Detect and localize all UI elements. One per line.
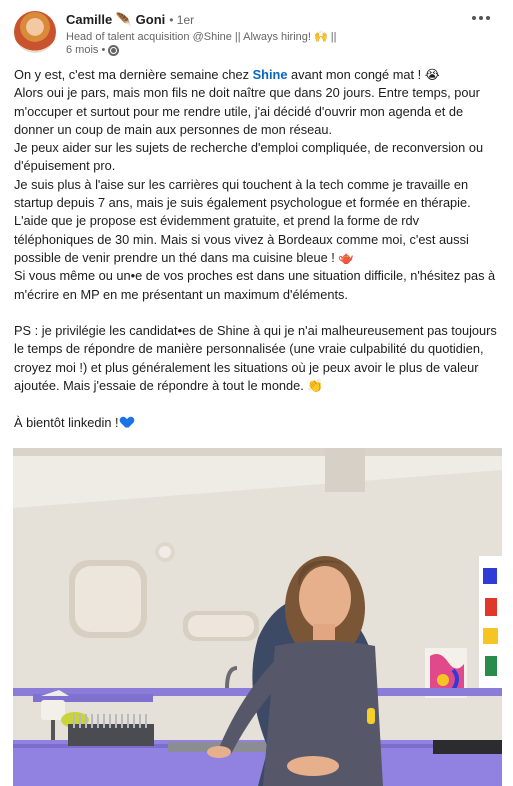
globe-icon <box>108 45 119 56</box>
post-line: m'occuper et surtout pour me rendre utile, j'ai décidé d'ouvrir mon agenda et de <box>14 103 464 119</box>
author-name[interactable]: Camille 🪶 Goni <box>66 12 166 27</box>
connection-degree: • 1er <box>169 13 195 27</box>
post-line: donner un coup de main aux personnes de mon réseau. <box>14 121 333 137</box>
author-name-row <box>66 12 194 28</box>
post-line: m'écrire en MP en me présentant un maximum d'éléments. <box>14 286 348 302</box>
ps-line: le temps de répondre de manière personnalisée (une vraie culpabilité du quotidien, <box>14 341 484 357</box>
post-time: 6 mois • <box>66 44 106 56</box>
post-body <box>14 66 502 432</box>
closing-line: À bientôt linkedin ! <box>14 414 502 432</box>
ps-line: PS : je privilégie les candidat•es de Shine à qui je n'ai malheureusement pas toujours <box>14 323 497 339</box>
more-dot-icon <box>479 16 483 20</box>
post-line: Je suis plus à l'aise sur les carrières qui touchent à la tech comme je travaille en <box>14 176 469 192</box>
post-line: possible de venir prendre un thé dans ma cuisine bleue ! 🫖 <box>14 249 355 265</box>
more-dot-icon <box>472 16 476 20</box>
post-line: Je peux aider sur les sujets de recherche d'emploi compliquée, de reconversion ou <box>14 140 484 156</box>
ps-line: croyez moi !) et plus généralement les situations où je peux avoir le plus de valeur <box>14 359 479 375</box>
post-line: L'aide que je propose est évidemment gratuite, et prend la forme de rdv <box>14 213 420 229</box>
post-header <box>14 10 499 60</box>
post-line: startup depuis 7 ans, mais je suis également psychologue et formée en thérapie. <box>14 195 471 211</box>
post-line: Alors oui je pars, mais mon fils ne doit naître que dans 20 jours. Entre temps, pour <box>14 85 480 101</box>
post-line: téléphoniques de 30 min. Mais si vous vivez à Bordeaux comme moi, c'est aussi <box>14 231 469 247</box>
more-dot-icon <box>486 16 490 20</box>
post-line: Si vous même ou un•e de vos proches est dans une situation difficile, n'hésitez pas à <box>14 268 496 284</box>
post-meta <box>66 44 119 56</box>
post-line: On y est, c'est ma dernière semaine chez Shine avant mon congé mat ! 😭 <box>14 67 440 82</box>
author-avatar[interactable] <box>14 11 56 53</box>
post-line: d'épuisement pro. <box>14 158 116 174</box>
post-photo[interactable] <box>13 448 502 786</box>
author-headline: Head of talent acquisition @Shine || Always hiring! 🙌 || <box>66 31 337 43</box>
ps-line: ajoutée. Mais j'essaie de répondre à tout le monde. 👏 <box>14 378 324 394</box>
blue-heart-icon <box>121 417 133 428</box>
more-options-button[interactable] <box>467 8 495 28</box>
kitchen-photo-illustration <box>13 448 502 786</box>
shine-link[interactable]: Shine <box>252 67 288 82</box>
